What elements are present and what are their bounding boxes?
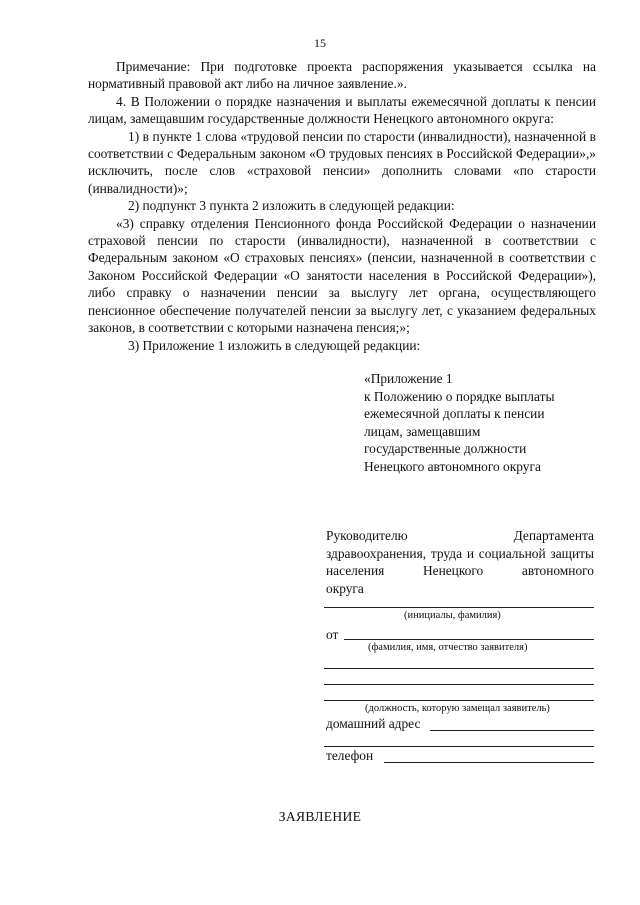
initials-line[interactable] [324,607,594,608]
blank-line[interactable] [324,668,594,669]
attachment-line: лицам, замещавшим [364,423,481,439]
addressee-block [326,527,594,597]
home-address-line-2[interactable] [324,746,594,747]
attachment-line: к Положению о порядке выплаты [364,388,555,404]
attachment-line: государственные должности [364,441,527,457]
home-address-label: домашний адрес [326,716,421,731]
attachment-line: Ненецкого автономного округа [364,458,541,474]
note-paragraph: Примечание: При подготовке проекта распоряжения указывается ссылка на нормативный правовой акт либо на личное заявление.». [88,59,596,92]
attachment-header [364,370,554,476]
from-label: от [326,627,339,642]
blank-line[interactable] [324,684,594,685]
subpoint-3: 3) Приложение 1 изложить в следующей редакции: [128,337,421,353]
phone-label: телефон [326,748,374,763]
document-body [88,58,596,354]
fio-caption: (фамилия, имя, отчество заявителя) [368,642,528,653]
subpoint-1: 1) в пункте 1 слова «трудовой пенсии по старости (инвалидности), назначенной в соответствии с Федеральным законом «О трудовых пенсиях в Российской Федерации»,» исключить, после слов «страховой пенсии» дополнить словами «по старости (инвалидности)»; [88,128,596,196]
phone-line[interactable] [384,762,594,763]
position-line[interactable] [324,700,594,701]
addressee-text: Руководителю Департамента здравоохранения, труда и социальной защиты населения Ненецкого автономного [326,528,594,579]
page-number: 15 [314,36,326,50]
subpoint-2-text: «3) справку отделения Пенсионного фонда Российской Федерации о назначении страховой пенсии по старости (инвалидности), назначенной в соответствии с Федеральным законом «О страховых пенсиях» (пенсии, назначенной в соответствии с Законом Российской Федерации «О занятости населения в Российской Федерации»), либо справку о назначении пенсии за выслугу лет органа, осуществляющего пенсионное обеспечение получателей пенсии за выслугу лет, с указанием федеральных законов, в соответствии с которыми назначена пенсия;»; [88,215,596,336]
document-title: ЗАЯВЛЕНИЕ [278,809,362,824]
position-caption: (должность, которую замещал заявитель) [365,703,550,714]
home-address-line[interactable] [430,730,594,731]
attachment-line: «Приложение 1 [364,371,453,386]
addressee-last-line: округа [326,580,364,596]
attachment-line: ежемесячной доплаты к пенсии [364,406,545,422]
applicant-name-line[interactable] [344,639,594,640]
initials-caption: (инициалы, фамилия) [404,610,501,621]
subpoint-2: 2) подпункт 3 пункта 2 изложить в следующей редакции: [128,198,455,214]
paragraph-4: 4. В Положении о порядке назначения и выплаты ежемесячной доплаты к пенсии лицам, замещавшим государственные должности Ненецкого автономного округа: [88,93,596,127]
